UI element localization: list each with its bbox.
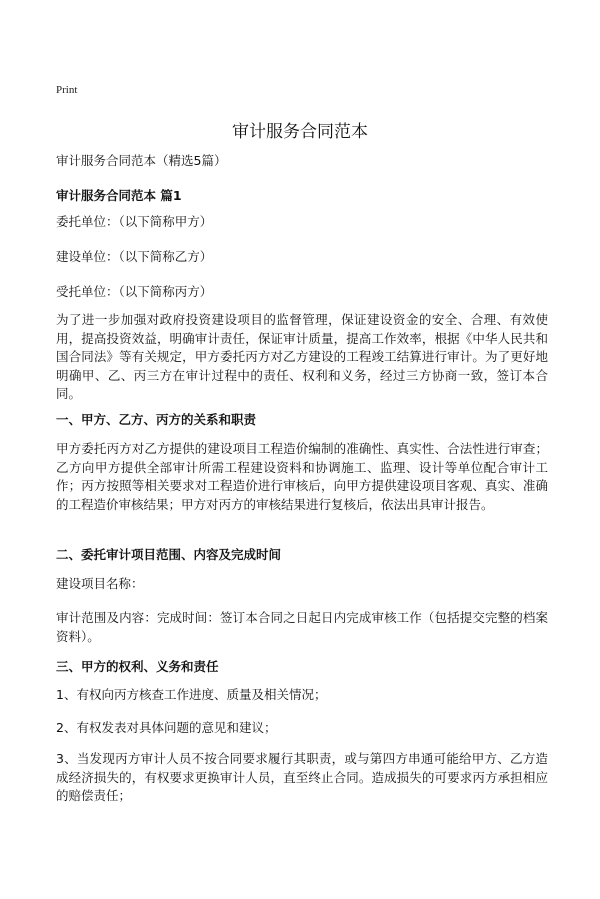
section-1-body: 甲方委托丙方对乙方提供的建设项目工程造价编制的准确性、真实性、合法性进行审查；乙方向甲方提供全部审计所需工程建设资料和协调施工、监理、设计等单位配合审计工作；丙方按照等相关要求对工程造价进行审核后，向甲方提供建设项目客观、真实、准确的工程造价审核结果；甲方对丙方的审核结果进行复核后，依法出具审计报告。 (56, 441, 548, 512)
audit-scope-paragraph: 审计范围及内容：完成时间：签订本合同之日起日内完成审核工作（包括提交完整的档案资料）。 (56, 610, 548, 644)
section-3-item-1: 1、有权向丙方核查工作进度、质量及相关情况； (56, 687, 327, 702)
section-2-heading: 二、委托审计项目范围、内容及完成时间 (56, 547, 282, 562)
intro-paragraph: 为了进一步加强对政府投资建设项目的监督管理，保证建设资金的安全、合理、有效使用，提高投资效益，明确审计责任，保证审计质量，提高工作效率，根据《中华人民共和国合同法》等有关规定，甲方委托丙方对乙方建设的工程竣工结算进行审计。为了更好地明确甲、乙、丙三方在审计过程中的责任、权利和义务，经过三方协商一致，签订本合同。 (56, 312, 548, 402)
print-label: Print (56, 84, 78, 96)
section-3-heading: 三、甲方的权利、义务和责任 (56, 659, 219, 674)
document-title: 审计服务合同范本 (232, 122, 368, 142)
document-subtitle: 审计服务合同范本（精选5篇） (56, 153, 227, 168)
party-client: 委托单位：（以下简称甲方） (56, 214, 213, 229)
party-builder: 建设单位：（以下简称乙方） (56, 249, 213, 264)
section-heading-article1: 审计服务合同范本 篇1 (56, 188, 182, 203)
section-1-heading: 一、甲方、乙方、丙方的关系和职责 (56, 412, 257, 427)
section-3-item-2: 2、有权发表对具体问题的意见和建议； (56, 720, 277, 735)
project-name-field: 建设项目名称： (56, 576, 144, 591)
section-3-item-3: 3、当发现丙方审计人员不按合同要求履行其职责，或与第四方串通可能给甲方、乙方造成经济损失的，有权要求更换审计人员，直至终止合同。造成损失的可要求丙方承担相应的赔偿责任； (56, 751, 548, 804)
party-auditor: 受托单位：（以下简称丙方） (56, 284, 213, 299)
